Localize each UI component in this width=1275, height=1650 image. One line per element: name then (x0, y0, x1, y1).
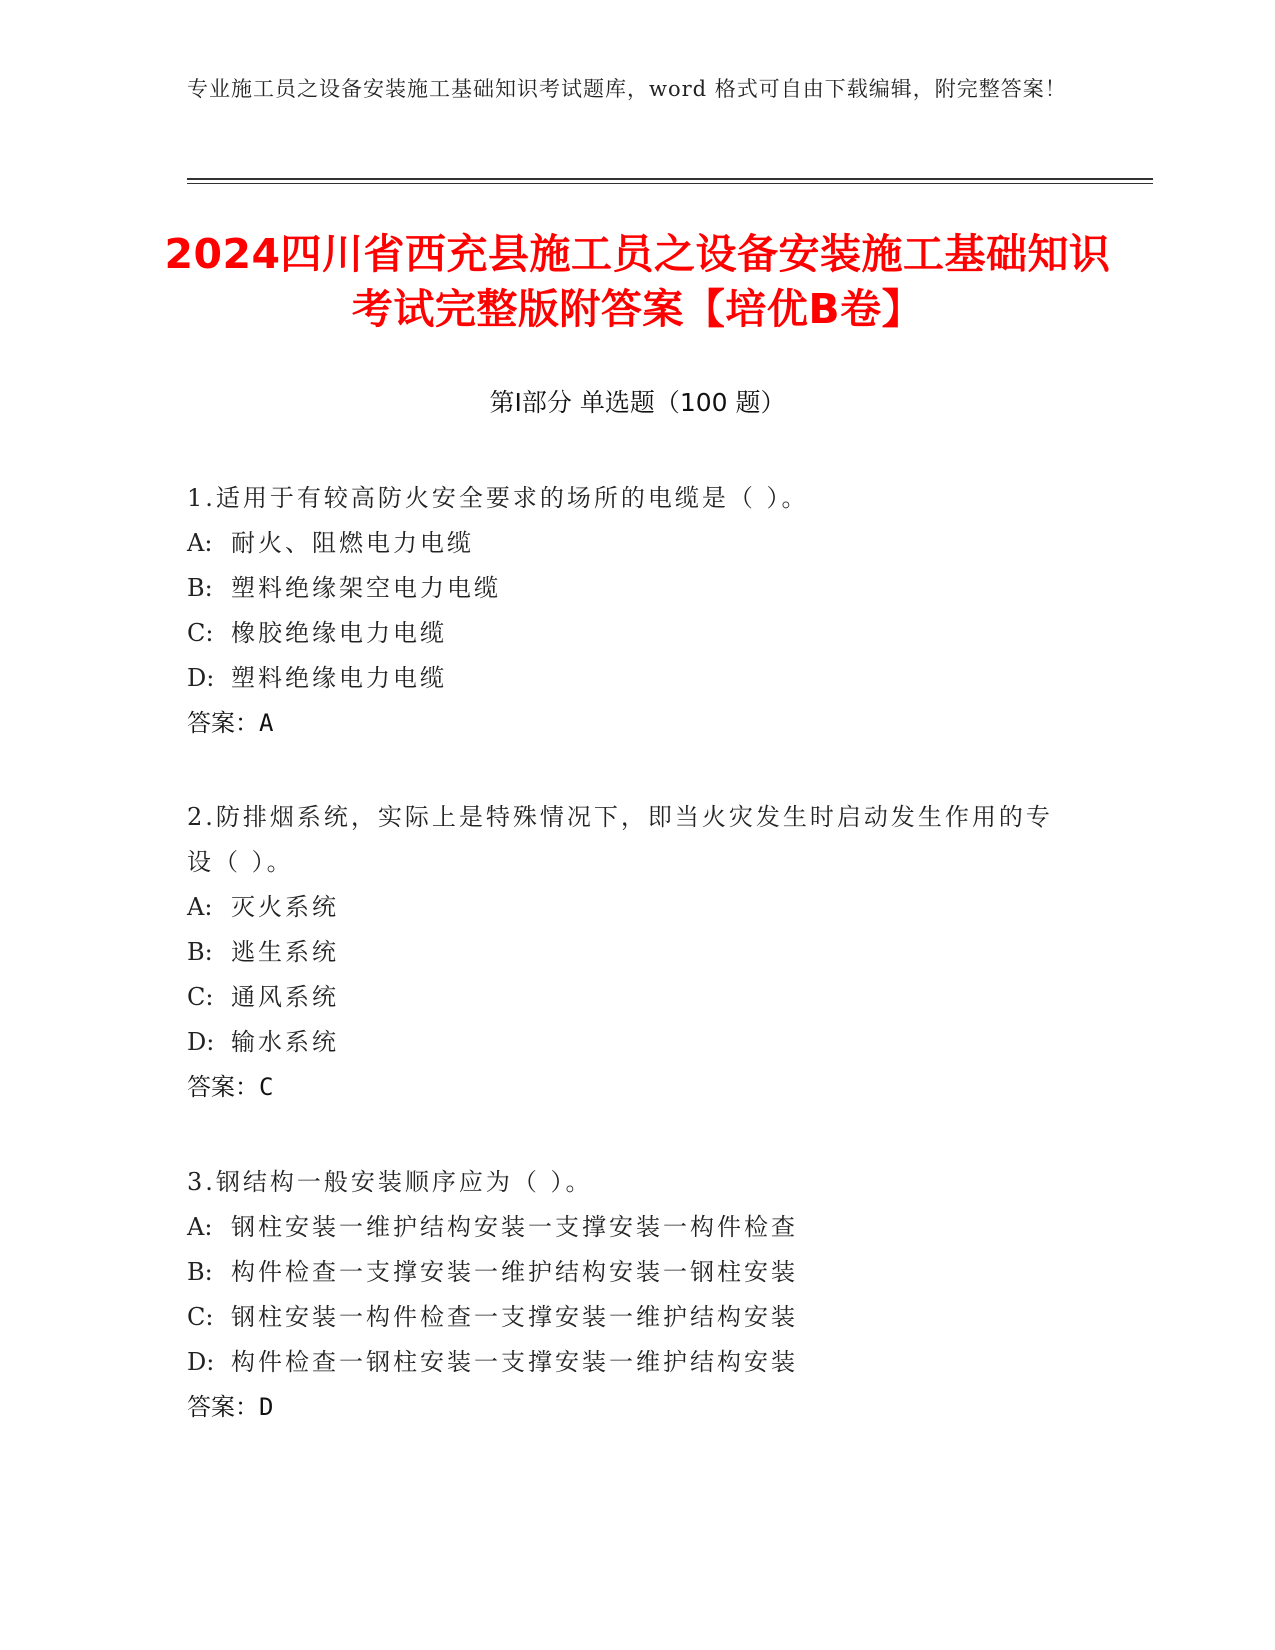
option-text: 灭火系统 (231, 893, 339, 921)
answer-value: C (259, 1073, 274, 1101)
option-text: 塑料绝缘电力电缆 (231, 664, 447, 692)
question-3 (187, 1160, 1067, 1430)
option-text: 钢柱安装一构件检查一支撑安装一维护结构安装 (231, 1303, 798, 1331)
option-a (187, 1205, 1067, 1250)
option-c (187, 1295, 1067, 1340)
option-b (187, 566, 1067, 611)
option-a (187, 521, 1067, 566)
option-key: B: (187, 938, 213, 966)
option-b (187, 1250, 1067, 1295)
question-stem: 1.适用于有较高防火安全要求的场所的电缆是（ ）。 (187, 484, 809, 512)
option-d (187, 656, 1067, 701)
question-1 (187, 476, 1067, 746)
option-d (187, 1340, 1067, 1385)
option-key: A: (187, 529, 213, 557)
option-key: B: (187, 1258, 213, 1286)
answer-label: 答案： (187, 1073, 259, 1101)
option-key: D: (187, 1348, 215, 1376)
question-stem: 2.防排烟系统，实际上是特殊情况下，即当火灾发生时启动发生作用的专设（ ）。 (187, 803, 1053, 876)
answer-line (187, 1385, 1067, 1430)
option-c (187, 975, 1067, 1020)
section-heading: 第Ⅰ部分 单选题（100 题） (489, 388, 786, 417)
option-text: 塑料绝缘架空电力电缆 (231, 574, 501, 602)
option-text: 构件检查一支撑安装一维护结构安装一钢柱安装 (231, 1258, 798, 1286)
option-key: D: (187, 664, 215, 692)
answer-label: 答案： (187, 709, 259, 737)
option-text: 橡胶绝缘电力电缆 (231, 619, 447, 647)
header-note: 专业施工员之设备安装施工基础知识考试题库，word 格式可自由下载编辑，附完整答案！ (187, 77, 1067, 101)
option-key: C: (187, 983, 214, 1011)
option-key: C: (187, 1303, 214, 1331)
option-key: A: (187, 893, 213, 921)
option-c (187, 611, 1067, 656)
option-text: 耐火、阻燃电力电缆 (231, 529, 474, 557)
option-text: 构件检查一钢柱安装一支撑安装一维护结构安装 (231, 1348, 798, 1376)
option-text: 钢柱安装一维护结构安装一支撑安装一构件检查 (231, 1213, 798, 1241)
option-key: A: (187, 1213, 213, 1241)
header-divider-thick (187, 178, 1153, 180)
option-text: 输水系统 (231, 1028, 339, 1056)
header-divider-thin (187, 183, 1153, 184)
option-key: C: (187, 619, 214, 647)
answer-line (187, 701, 1067, 746)
option-b (187, 930, 1067, 975)
option-d (187, 1020, 1067, 1065)
answer-line (187, 1065, 1067, 1110)
document-title: 2024四川省西充县施工员之设备安装施工基础知识考试完整版附答案【培优B卷】 (164, 230, 1111, 333)
option-text: 逃生系统 (231, 938, 339, 966)
question-2 (187, 795, 1067, 1110)
answer-value: A (259, 709, 274, 737)
option-a (187, 885, 1067, 930)
option-key: B: (187, 574, 213, 602)
question-stem: 3.钢结构一般安装顺序应为（ ）。 (187, 1168, 593, 1196)
option-key: D: (187, 1028, 215, 1056)
answer-label: 答案： (187, 1393, 259, 1421)
option-text: 通风系统 (231, 983, 339, 1011)
answer-value: D (259, 1393, 274, 1421)
